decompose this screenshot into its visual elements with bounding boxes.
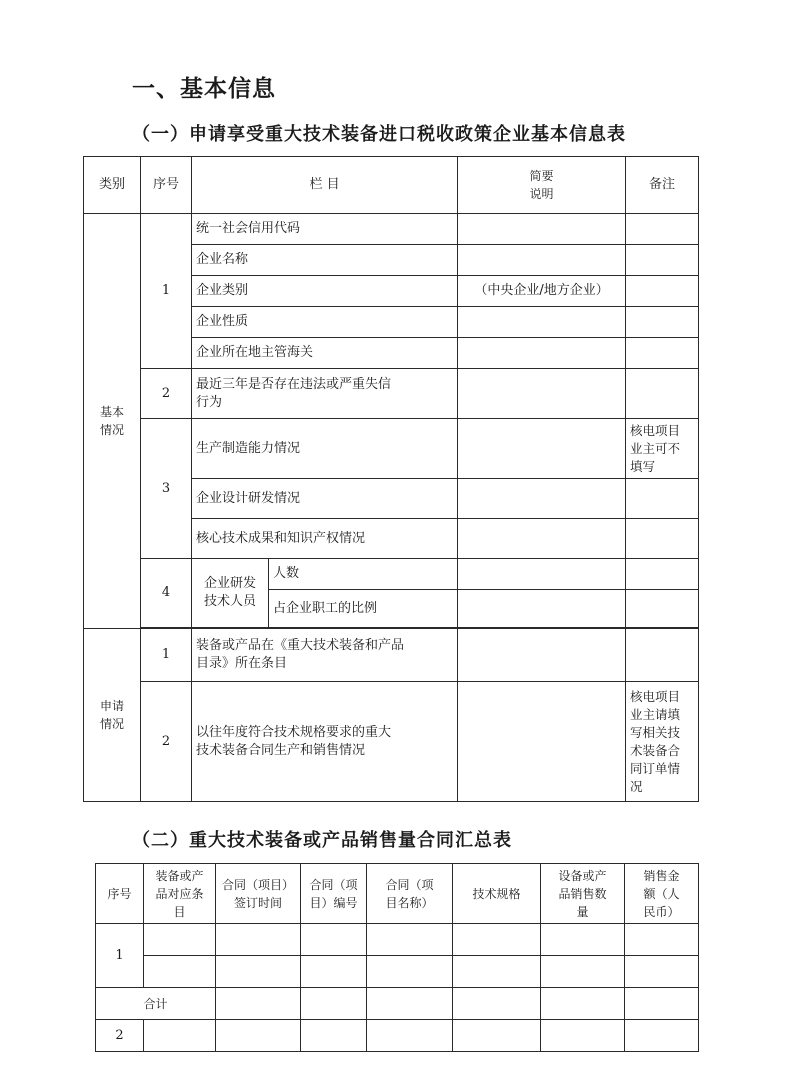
item-rnd-staff xyxy=(192,559,269,628)
table1-title: （一）申请享受重大技术装备进口税收政策企业基本信息表 xyxy=(132,124,626,145)
cell-empty xyxy=(453,988,541,1020)
t2-header-contract-no xyxy=(301,864,367,924)
cell-empty xyxy=(541,988,625,1020)
remark-nuclear-optional xyxy=(626,419,699,479)
sales-summary-table xyxy=(95,863,699,1052)
item-violations xyxy=(192,369,458,419)
cell-empty xyxy=(216,988,301,1020)
cell-empty xyxy=(625,956,699,988)
cell-empty xyxy=(301,1020,367,1052)
t2-header-line: 目 xyxy=(173,904,186,919)
remark-line: 术装备合 xyxy=(630,742,681,758)
cell-empty xyxy=(458,559,626,590)
cell-empty xyxy=(453,1020,541,1052)
item-credit-code: 统一社会信用代码 xyxy=(192,214,458,245)
cell-empty xyxy=(626,338,699,369)
seq-basic-2: 2 xyxy=(141,369,192,419)
remark-line: 业主请填 xyxy=(630,706,681,722)
t2-header-line: 品销售数 xyxy=(558,886,607,901)
cell-empty xyxy=(625,924,699,956)
cell-empty xyxy=(367,1020,453,1052)
t2-header-line: 民币） xyxy=(643,904,680,919)
cell-empty xyxy=(458,369,626,419)
item-catalog-entry-line2: 目录》所在条目 xyxy=(196,656,288,671)
t2-header-line: 目）编号 xyxy=(309,895,358,910)
cell-empty xyxy=(626,214,699,245)
item-rnd-staff-line1: 企业研发 xyxy=(203,576,256,591)
remark-line: 同订单情 xyxy=(630,760,681,776)
t2-header-project-name xyxy=(367,864,453,924)
item-rnd-design: 企业设计研发情况 xyxy=(192,479,458,519)
t2-header-line: 签订时间 xyxy=(233,895,282,910)
cell-empty xyxy=(626,559,699,590)
item-staff-count: 人数 xyxy=(269,559,458,590)
item-enterprise-nature: 企业性质 xyxy=(192,307,458,338)
cell-empty xyxy=(367,956,453,988)
cell-empty xyxy=(301,956,367,988)
cell-empty xyxy=(626,479,699,519)
item-catalog-entry-line1: 装备或产品在《重大技术装备和产品 xyxy=(196,638,405,653)
t2-header-line: 设备或产 xyxy=(558,868,607,883)
cell-empty xyxy=(458,519,626,559)
t2-header-line: 销售金 xyxy=(643,868,680,883)
cell-empty xyxy=(626,276,699,307)
header-seq: 序号 xyxy=(141,157,192,214)
remark-line: 填写 xyxy=(630,458,656,474)
cell-empty xyxy=(625,1020,699,1052)
seq-basic-4: 4 xyxy=(141,559,192,628)
item-enterprise-type: 企业类别 xyxy=(192,276,458,307)
item-violations-line2: 行为 xyxy=(196,394,223,410)
t2-header-sales-qty xyxy=(541,864,625,924)
item-core-tech: 核心技术成果和知识产权情况 xyxy=(192,519,458,559)
cell-empty xyxy=(626,307,699,338)
t2-header-line: 合同（项 xyxy=(309,877,358,892)
section-title: 一、基本信息 xyxy=(132,76,276,102)
t2-header-line: 合同（项目） xyxy=(221,877,294,892)
t2-header-line: 量 xyxy=(576,904,589,919)
table2-title: （二）重大技术装备或产品销售量合同汇总表 xyxy=(132,830,512,851)
cell-empty xyxy=(625,988,699,1020)
seq-apply-2: 2 xyxy=(141,682,192,802)
t2-seq-1: 1 xyxy=(96,924,144,988)
enterprise-info-table xyxy=(83,156,699,802)
cell-empty xyxy=(144,956,216,988)
t2-header-line: 合同（项 xyxy=(385,877,434,892)
header-category: 类别 xyxy=(84,157,141,214)
category-basic xyxy=(84,214,141,629)
remark-line: 业主可不 xyxy=(630,440,681,456)
t2-header-seq: 序号 xyxy=(96,864,144,924)
cell-empty xyxy=(216,924,301,956)
t2-header-line: 品对应条 xyxy=(155,886,204,901)
item-manufacturing: 生产制造能力情况 xyxy=(192,419,458,479)
cell-empty xyxy=(301,988,367,1020)
t2-header-line: 装备或产 xyxy=(155,868,204,883)
cell-empty xyxy=(453,956,541,988)
seq-basic-3: 3 xyxy=(141,419,192,559)
remark-line: 核电项目 xyxy=(630,422,681,438)
cell-empty xyxy=(458,419,626,479)
cell-empty xyxy=(458,338,626,369)
remark-line: 核电项目 xyxy=(630,688,681,704)
cell-empty xyxy=(458,245,626,276)
cell-empty xyxy=(626,519,699,559)
cell-empty xyxy=(458,590,626,628)
cell-empty xyxy=(367,988,453,1020)
cell-empty xyxy=(458,682,626,802)
item-enterprise-name: 企业名称 xyxy=(192,245,458,276)
cell-empty xyxy=(301,924,367,956)
cell-empty xyxy=(626,590,699,628)
cell-empty xyxy=(458,629,626,682)
t2-header-catalog xyxy=(144,864,216,924)
header-column: 栏 目 xyxy=(192,157,458,214)
header-brief xyxy=(458,157,626,214)
t2-header-line: 目名称） xyxy=(385,895,434,910)
header-brief-line2: 说明 xyxy=(529,187,554,201)
category-apply xyxy=(84,629,141,802)
cell-empty xyxy=(144,924,216,956)
item-violations-line1: 最近三年是否存在违法或严重失信 xyxy=(196,376,392,392)
remark-nuclear-required xyxy=(626,682,699,802)
header-remark: 备注 xyxy=(626,157,699,214)
cell-empty xyxy=(216,956,301,988)
cell-empty xyxy=(458,479,626,519)
remark-line: 写相关技 xyxy=(630,724,681,740)
item-staff-ratio: 占企业职工的比例 xyxy=(269,590,458,628)
category-apply-line1: 申请 xyxy=(99,699,124,713)
enterprise-type-note: （中央企业/地方企业） xyxy=(458,276,626,307)
t2-header-sales-amt xyxy=(625,864,699,924)
cell-empty xyxy=(367,924,453,956)
cell-empty xyxy=(216,1020,301,1052)
cell-empty xyxy=(626,245,699,276)
cell-empty xyxy=(458,214,626,245)
seq-apply-1: 1 xyxy=(141,629,192,682)
t2-header-sign-time xyxy=(216,864,301,924)
t2-seq-2: 2 xyxy=(96,1020,144,1052)
cell-empty xyxy=(144,1020,216,1052)
cell-empty xyxy=(541,1020,625,1052)
cell-empty xyxy=(458,307,626,338)
t2-header-spec: 技术规格 xyxy=(453,864,541,924)
item-past-sales-line1: 以往年度符合技术规格要求的重大 xyxy=(196,724,392,740)
category-basic-line1: 基本 xyxy=(99,405,124,419)
item-customs: 企业所在地主管海关 xyxy=(192,338,458,369)
category-basic-line2: 情况 xyxy=(99,423,124,437)
category-apply-line2: 情况 xyxy=(99,717,124,731)
cell-empty xyxy=(453,924,541,956)
cell-empty xyxy=(626,369,699,419)
cell-empty xyxy=(626,629,699,682)
cell-empty xyxy=(541,956,625,988)
item-past-sales-line2: 技术装备合同生产和销售情况 xyxy=(196,742,366,758)
t2-subtotal: 合计 xyxy=(96,988,216,1020)
remark-line: 况 xyxy=(630,778,643,794)
item-past-sales xyxy=(192,682,458,802)
seq-basic-1: 1 xyxy=(141,214,192,369)
header-brief-line1: 简要 xyxy=(529,169,554,183)
t2-header-line: 额（人 xyxy=(643,886,680,901)
item-rnd-staff-line2: 技术人员 xyxy=(203,594,256,609)
item-catalog-entry xyxy=(192,629,458,682)
cell-empty xyxy=(541,924,625,956)
